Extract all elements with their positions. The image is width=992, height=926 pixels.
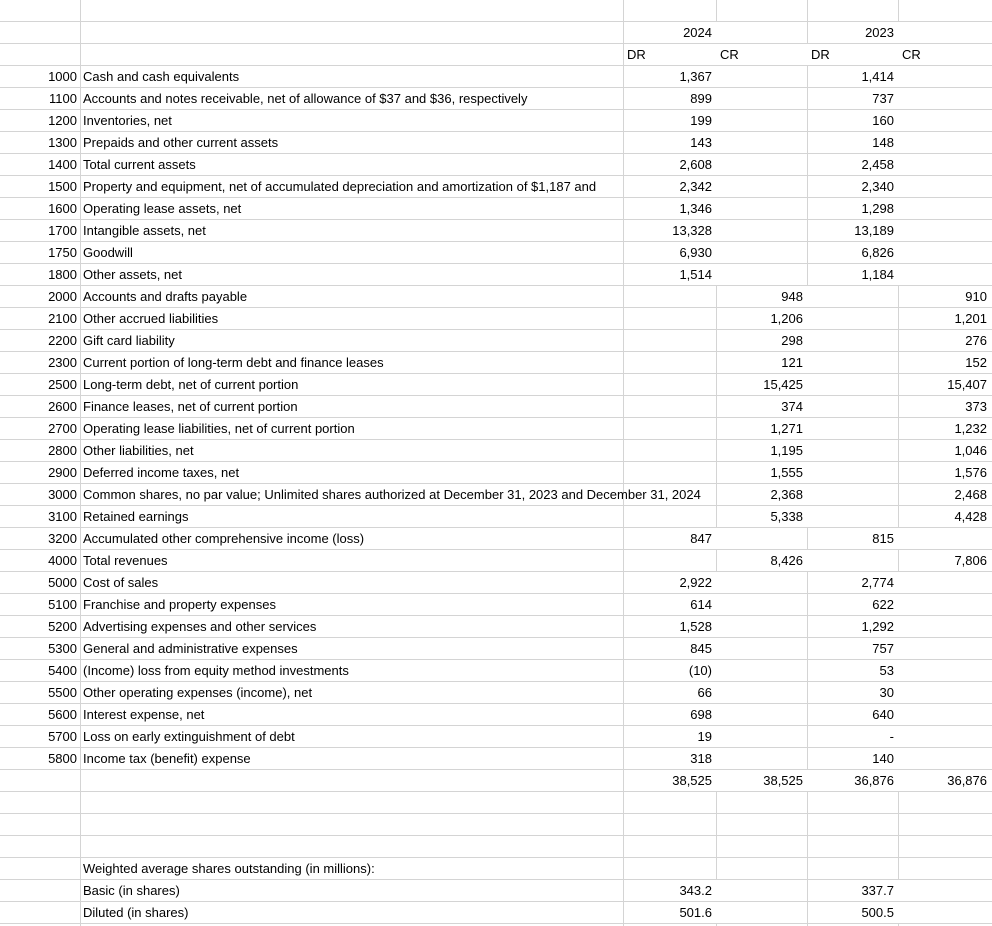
account-dr-2024[interactable]: 847 [624, 528, 717, 549]
account-cr-2024[interactable]: 2,368 [717, 484, 808, 505]
shares-diluted-row [0, 902, 992, 924]
account-dr-2023[interactable]: 2,340 [808, 176, 899, 197]
account-description[interactable]: Common shares, no par value; Unlimited shares authorized at December 31, 2023 and December 31, 2024 [83, 487, 701, 502]
account-code[interactable]: 5400 [48, 663, 77, 678]
account-cr-2023[interactable]: 7,806 [899, 550, 992, 571]
account-dr-2023[interactable] [808, 286, 899, 307]
account-row [0, 638, 992, 660]
shares-diluted-2024[interactable]: 501.6 [624, 902, 717, 923]
account-description[interactable]: Goodwill [83, 245, 133, 260]
account-description[interactable]: Gift card liability [83, 333, 175, 348]
account-cr-2023[interactable] [899, 616, 992, 637]
header-year-2024[interactable]: 2024 [624, 22, 717, 43]
account-dr-2023[interactable]: 737 [808, 88, 899, 109]
total-dr-2024[interactable]: 38,525 [624, 770, 717, 791]
account-row [0, 374, 992, 396]
shares-basic-2024[interactable]: 343.2 [624, 880, 717, 901]
account-dr-2024[interactable]: 845 [624, 638, 717, 659]
account-row [0, 594, 992, 616]
account-dr-2023[interactable]: 148 [808, 132, 899, 153]
account-description[interactable]: Prepaids and other current assets [83, 135, 279, 150]
shares-basic-label[interactable]: Basic (in shares) [83, 883, 180, 898]
totals-row [0, 770, 992, 792]
account-row [0, 154, 992, 176]
account-dr-2024[interactable] [624, 506, 717, 527]
account-description[interactable]: Retained earnings [83, 509, 189, 524]
account-row [0, 440, 992, 462]
account-cr-2023[interactable] [899, 748, 992, 769]
account-cr-2024[interactable] [717, 154, 808, 175]
account-dr-2024[interactable]: 1,528 [624, 616, 717, 637]
account-code[interactable]: 2000 [48, 289, 77, 304]
account-row [0, 308, 992, 330]
total-cr-2024[interactable]: 38,525 [717, 770, 808, 791]
account-code[interactable]: 5000 [48, 575, 77, 590]
account-dr-2023[interactable]: 1,292 [808, 616, 899, 637]
account-row [0, 176, 992, 198]
account-row [0, 616, 992, 638]
shares-heading[interactable]: Weighted average shares outstanding (in millions): [83, 861, 375, 876]
account-code[interactable]: 1000 [48, 69, 77, 84]
account-cr-2023[interactable] [899, 682, 992, 703]
account-dr-2023[interactable]: 622 [808, 594, 899, 615]
account-cr-2023[interactable] [899, 704, 992, 725]
account-code[interactable]: 5100 [48, 597, 77, 612]
account-description[interactable]: Intangible assets, net [83, 223, 206, 238]
account-cr-2023[interactable]: 276 [899, 330, 992, 351]
account-row [0, 242, 992, 264]
account-dr-2023[interactable]: 160 [808, 110, 899, 131]
account-cr-2024[interactable] [717, 110, 808, 131]
account-code[interactable]: 2300 [48, 355, 77, 370]
account-cr-2023[interactable] [899, 572, 992, 593]
account-description[interactable]: Other assets, net [83, 267, 182, 282]
account-description[interactable]: Total revenues [83, 553, 168, 568]
account-dr-2024[interactable]: 1,514 [624, 264, 717, 285]
total-dr-2023[interactable]: 36,876 [808, 770, 899, 791]
account-dr-2023[interactable] [808, 462, 899, 483]
account-row [0, 396, 992, 418]
account-dr-2023[interactable]: 2,458 [808, 154, 899, 175]
account-cr-2024[interactable]: 121 [717, 352, 808, 373]
account-dr-2023[interactable]: 6,826 [808, 242, 899, 263]
account-code[interactable]: 5700 [48, 729, 77, 744]
account-cr-2023[interactable]: 910 [899, 286, 992, 307]
account-code[interactable]: 2700 [48, 421, 77, 436]
account-cr-2024[interactable] [717, 220, 808, 241]
account-code[interactable]: 1100 [49, 91, 77, 106]
account-description[interactable]: Other operating expenses (income), net [83, 685, 313, 700]
account-code[interactable]: 2500 [48, 377, 77, 392]
account-dr-2024[interactable] [624, 352, 717, 373]
account-description[interactable]: Finance leases, net of current portion [83, 399, 298, 414]
account-code[interactable]: 5800 [48, 751, 77, 766]
account-row [0, 198, 992, 220]
account-dr-2024[interactable] [624, 440, 717, 461]
header-dr-2023[interactable]: DR [808, 44, 899, 65]
account-cr-2023[interactable] [899, 88, 992, 109]
account-dr-2024[interactable]: 318 [624, 748, 717, 769]
account-description[interactable]: Other accrued liabilities [83, 311, 219, 326]
account-code[interactable]: 5300 [48, 641, 77, 656]
account-code[interactable]: 3200 [48, 531, 77, 546]
account-dr-2023[interactable] [808, 374, 899, 395]
account-description[interactable]: Income tax (benefit) expense [83, 751, 251, 766]
account-row [0, 484, 992, 506]
account-cr-2024[interactable] [717, 88, 808, 109]
account-description[interactable]: Cash and cash equivalents [83, 69, 240, 84]
shares-diluted-2023[interactable]: 500.5 [808, 902, 899, 923]
account-row [0, 506, 992, 528]
account-cr-2024[interactable] [717, 616, 808, 637]
account-row [0, 110, 992, 132]
account-dr-2023[interactable] [808, 440, 899, 461]
account-cr-2024[interactable] [717, 638, 808, 659]
account-cr-2023[interactable] [899, 132, 992, 153]
account-description[interactable]: Deferred income taxes, net [83, 465, 240, 480]
account-dr-2023[interactable]: 1,298 [808, 198, 899, 219]
account-row [0, 286, 992, 308]
account-code[interactable]: 5200 [48, 619, 77, 634]
account-cr-2023[interactable] [899, 528, 992, 549]
account-code[interactable]: 1800 [48, 267, 77, 282]
account-cr-2024[interactable] [717, 704, 808, 725]
account-code[interactable]: 2200 [48, 333, 77, 348]
account-cr-2023[interactable] [899, 66, 992, 87]
account-dr-2024[interactable]: 614 [624, 594, 717, 615]
account-row [0, 418, 992, 440]
account-cr-2024[interactable]: 5,338 [717, 506, 808, 527]
account-cr-2024[interactable] [717, 264, 808, 285]
account-dr-2023[interactable] [808, 484, 899, 505]
account-row [0, 572, 992, 594]
account-description[interactable]: General and administrative expenses [83, 641, 298, 656]
account-cr-2024[interactable]: 1,271 [717, 418, 808, 439]
account-cr-2024[interactable]: 1,555 [717, 462, 808, 483]
header-year-2023[interactable]: 2023 [808, 22, 899, 43]
account-cr-2023[interactable] [899, 220, 992, 241]
account-row [0, 220, 992, 242]
account-dr-2023[interactable] [808, 396, 899, 417]
account-description[interactable]: Cost of sales [83, 575, 159, 590]
account-dr-2024[interactable]: 143 [624, 132, 717, 153]
account-row [0, 330, 992, 352]
account-cr-2024[interactable]: 1,206 [717, 308, 808, 329]
account-cr-2024[interactable] [717, 572, 808, 593]
account-dr-2023[interactable]: 2,774 [808, 572, 899, 593]
account-row [0, 550, 992, 572]
account-dr-2023[interactable] [808, 506, 899, 527]
account-description[interactable]: Property and equipment, net of accumulated depreciation and amortization of $1,187 and [83, 179, 597, 194]
account-cr-2023[interactable]: 1,232 [899, 418, 992, 439]
account-cr-2024[interactable]: 948 [717, 286, 808, 307]
account-cr-2024[interactable] [717, 682, 808, 703]
account-cr-2024[interactable] [717, 176, 808, 197]
account-dr-2024[interactable] [624, 308, 717, 329]
account-cr-2024[interactable]: 1,195 [717, 440, 808, 461]
account-cr-2023[interactable]: 1,576 [899, 462, 992, 483]
account-code[interactable]: 5600 [48, 707, 77, 722]
account-row [0, 682, 992, 704]
account-code[interactable]: 2900 [48, 465, 77, 480]
account-description[interactable]: Loss on early extinguishment of debt [83, 729, 295, 744]
account-dr-2024[interactable] [624, 374, 717, 395]
account-row [0, 748, 992, 770]
account-dr-2024[interactable]: 2,608 [624, 154, 717, 175]
account-code[interactable]: 1700 [48, 223, 77, 238]
account-row [0, 704, 992, 726]
account-cr-2023[interactable] [899, 638, 992, 659]
account-code[interactable]: 2600 [48, 399, 77, 414]
account-cr-2023[interactable]: 1,046 [899, 440, 992, 461]
account-dr-2023[interactable]: 140 [808, 748, 899, 769]
account-cr-2024[interactable]: 298 [717, 330, 808, 351]
account-row [0, 264, 992, 286]
account-cr-2023[interactable] [899, 726, 992, 747]
account-code[interactable]: 2100 [48, 311, 77, 326]
account-dr-2024[interactable]: 19 [624, 726, 717, 747]
account-row [0, 88, 992, 110]
account-dr-2023[interactable]: 815 [808, 528, 899, 549]
account-row [0, 352, 992, 374]
account-cr-2024[interactable] [717, 242, 808, 263]
account-description[interactable]: Current portion of long-term debt and finance leases [83, 355, 384, 370]
header-cr-2024[interactable]: CR [717, 44, 808, 65]
account-description[interactable]: Accounts and drafts payable [83, 289, 248, 304]
account-dr-2023[interactable]: 30 [808, 682, 899, 703]
account-dr-2024[interactable]: 1,346 [624, 198, 717, 219]
account-description[interactable]: Accumulated other comprehensive income (loss) [83, 531, 365, 546]
sheet-row-blank [0, 0, 992, 22]
account-dr-2024[interactable] [624, 462, 717, 483]
sheet-row-blank [0, 836, 992, 858]
account-dr-2023[interactable] [808, 550, 899, 571]
account-cr-2024[interactable] [717, 132, 808, 153]
account-cr-2023[interactable]: 2,468 [899, 484, 992, 505]
account-description[interactable]: Advertising expenses and other services [83, 619, 317, 634]
account-cr-2023[interactable] [899, 594, 992, 615]
account-cr-2024[interactable]: 15,425 [717, 374, 808, 395]
account-dr-2024[interactable]: (10) [624, 660, 717, 681]
account-dr-2023[interactable]: 1,184 [808, 264, 899, 285]
account-dr-2023[interactable]: - [808, 726, 899, 747]
account-cr-2024[interactable] [717, 594, 808, 615]
account-cr-2024[interactable] [717, 528, 808, 549]
account-cr-2024[interactable] [717, 660, 808, 681]
account-code[interactable]: 3000 [48, 487, 77, 502]
account-description[interactable]: Total current assets [83, 157, 196, 172]
account-description[interactable]: (Income) loss from equity method investments [83, 663, 349, 678]
account-dr-2024[interactable]: 1,367 [624, 66, 717, 87]
account-dr-2023[interactable]: 53 [808, 660, 899, 681]
account-cr-2023[interactable]: 1,201 [899, 308, 992, 329]
account-description[interactable]: Inventories, net [83, 113, 172, 128]
account-code[interactable]: 2800 [48, 443, 77, 458]
account-dr-2023[interactable] [808, 308, 899, 329]
account-dr-2023[interactable] [808, 352, 899, 373]
account-dr-2024[interactable] [624, 330, 717, 351]
account-row [0, 462, 992, 484]
account-cr-2023[interactable] [899, 660, 992, 681]
account-cr-2024[interactable] [717, 198, 808, 219]
account-cr-2023[interactable]: 4,428 [899, 506, 992, 527]
account-row [0, 528, 992, 550]
account-cr-2024[interactable]: 374 [717, 396, 808, 417]
drcr-header-row [0, 44, 992, 66]
shares-heading-row [0, 858, 992, 880]
account-cr-2023[interactable] [899, 264, 992, 285]
account-dr-2024[interactable]: 199 [624, 110, 717, 131]
account-code[interactable]: 1200 [48, 113, 77, 128]
account-cr-2023[interactable] [899, 176, 992, 197]
shares-basic-2023[interactable]: 337.7 [808, 880, 899, 901]
account-description[interactable]: Interest expense, net [83, 707, 205, 722]
account-cr-2024[interactable] [717, 726, 808, 747]
account-cr-2023[interactable]: 373 [899, 396, 992, 417]
account-dr-2024[interactable]: 66 [624, 682, 717, 703]
account-dr-2023[interactable] [808, 330, 899, 351]
account-dr-2024[interactable] [624, 396, 717, 417]
account-cr-2023[interactable] [899, 198, 992, 219]
sheet-row-blank [0, 814, 992, 836]
account-dr-2024[interactable]: 2,922 [624, 572, 717, 593]
account-row [0, 132, 992, 154]
account-description[interactable]: Other liabilities, net [83, 443, 194, 458]
account-dr-2024[interactable]: 13,328 [624, 220, 717, 241]
account-code[interactable]: 1600 [48, 201, 77, 216]
account-code[interactable]: 5500 [48, 685, 77, 700]
account-code[interactable]: 1400 [48, 157, 77, 172]
year-header-row [0, 22, 992, 44]
account-cr-2023[interactable] [899, 242, 992, 263]
account-code[interactable]: 1750 [48, 245, 77, 260]
account-description[interactable]: Franchise and property expenses [83, 597, 276, 612]
account-cr-2023[interactable]: 152 [899, 352, 992, 373]
account-dr-2024[interactable] [624, 550, 717, 571]
account-code[interactable]: 1300 [48, 135, 77, 150]
account-code[interactable]: 3100 [48, 509, 77, 524]
header-dr-2024[interactable]: DR [624, 44, 717, 65]
account-description[interactable]: Long-term debt, net of current portion [83, 377, 299, 392]
account-cr-2024[interactable] [717, 66, 808, 87]
account-dr-2024[interactable]: 899 [624, 88, 717, 109]
account-row [0, 66, 992, 88]
account-dr-2024[interactable]: 6,930 [624, 242, 717, 263]
account-dr-2024[interactable]: 2,342 [624, 176, 717, 197]
shares-basic-row [0, 880, 992, 902]
account-cr-2024[interactable] [717, 748, 808, 769]
account-code[interactable]: 1500 [48, 179, 77, 194]
header-cr-2023[interactable]: CR [899, 44, 992, 65]
account-dr-2024[interactable] [624, 286, 717, 307]
account-dr-2023[interactable]: 13,189 [808, 220, 899, 241]
account-dr-2023[interactable] [808, 418, 899, 439]
account-dr-2023[interactable]: 1,414 [808, 66, 899, 87]
total-cr-2023[interactable]: 36,876 [899, 770, 992, 791]
account-dr-2024[interactable] [624, 418, 717, 439]
account-cr-2023[interactable] [899, 110, 992, 131]
account-description[interactable]: Accounts and notes receivable, net of allowance of $37 and $36, respectively [83, 91, 528, 106]
account-description[interactable]: Operating lease liabilities, net of current portion [83, 421, 355, 436]
account-row [0, 660, 992, 682]
account-dr-2024[interactable]: 698 [624, 704, 717, 725]
shares-diluted-label[interactable]: Diluted (in shares) [83, 905, 189, 920]
account-cr-2023[interactable] [899, 154, 992, 175]
account-cr-2023[interactable]: 15,407 [899, 374, 992, 395]
account-dr-2023[interactable]: 757 [808, 638, 899, 659]
account-cr-2024[interactable]: 8,426 [717, 550, 808, 571]
account-dr-2023[interactable]: 640 [808, 704, 899, 725]
account-row [0, 726, 992, 748]
account-dr-2024[interactable] [624, 484, 717, 505]
account-description[interactable]: Operating lease assets, net [83, 201, 242, 216]
account-code[interactable]: 4000 [48, 553, 77, 568]
sheet-row-blank [0, 792, 992, 814]
